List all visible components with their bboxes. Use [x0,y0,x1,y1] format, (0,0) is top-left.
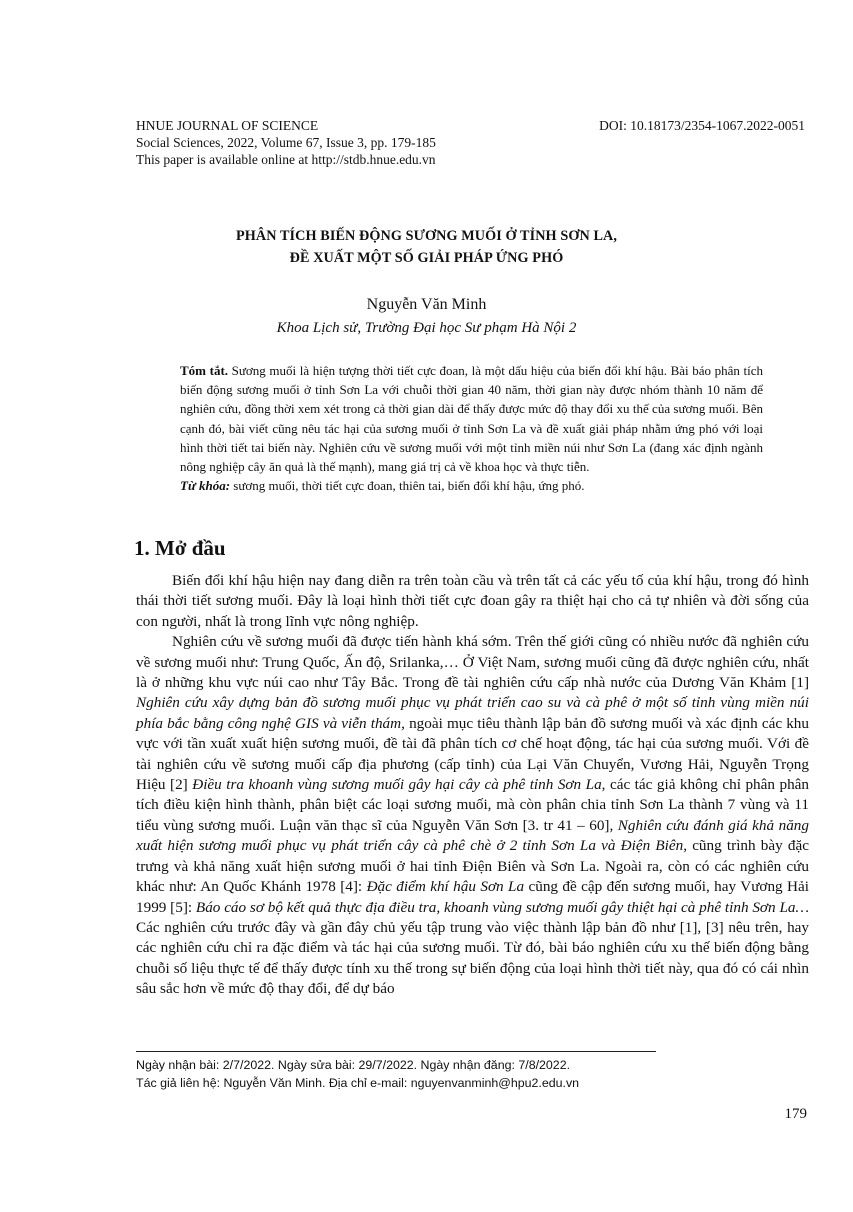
p2-text-k: Các nghiên cứu trước đây và gần đây chủ yếu tập trung vào việc thành lập bản đồ như [1], [3] nêu trên, hay các nghiên cứu chỉ ra đặc điểm và tác hại của sương muối. Từ đó, bài báo nghiên cứu xu thế biến động bằng chuỗi số liệu thực tế để thấy được tính xu thế trong sự biến động của loại hình thời tiết này, qua đó có cái nhìn sâu sắc hơn về mức độ thay đổi, để dự báo [136,918,809,998]
journal-volume: Social Sciences, 2022, Volume 67, Issue 3, pp. 179-185 [136,135,436,150]
page-number: 179 [784,1106,807,1122]
keywords [180,476,763,495]
keywords-text: sương muối, thời tiết cực đoan, thiên tai, biến đổi khí hậu, ứng phó. [230,478,585,494]
paragraph-2 [136,632,809,999]
footnote [136,1056,579,1092]
abstract [180,361,763,495]
abstract-text: Sương muối là hiện tượng thời tiết cực đoan, là một dấu hiệu của biến đổi khí hậu. Bài báo phân tích biến động sương muối ở tỉnh Sơn La với chuỗi thời gian 40 năm, thời gian này được nhóm thành 10 năm để nghiên cứu, đồng thời xem xét trong cả thời gian dài để thấy được mức độ thay đổi xu thế của sương muối. Bên cạnh đó, bài viết cũng nêu tác hại của sương muối ở tỉnh Sơn La và đề xuất giải pháp nhằm ứng phó với loại hình thời tiết tai biến này. Nghiên cứu về sương muối với một tỉnh miền núi như Sơn La (đang xác định ngành nông nghiệp cây ăn quả là thế mạnh), mang giá trị cả về khoa học và thực tiễn. [180,363,763,475]
section-heading: 1. Mở đầu [134,536,226,560]
paper-title [0,225,853,269]
abstract-label: Tóm tắt. [180,363,229,378]
p2-citation-title-5: Báo cáo sơ bộ kết quả thực địa điều tra, khoanh vùng sương muối gây thiệt hại cà phê tỉnh Sơn La… [195,898,809,916]
p2-citation-title-3: Nghiên cứu đánh giá khả năng xuất hiện sương muối phục vụ phát triển cây cà phê chè ở 2 tỉnh Sơn La và Điện Biên [136,816,809,855]
author-affiliation: Khoa Lịch sử, Trường Đại học Sư phạm Hà Nội 2 [276,320,577,336]
p2-citation-title-1: Nghiên cứu xây dựng bản đồ sương muối phục vụ phát triển cao su và cà phê ở một số tỉnh vùng miền núi phía bắc bằng công nghệ GIS và viễn thám, [136,694,809,732]
paragraph-1: Biến đổi khí hậu hiện nay đang diễn ra trên toàn cầu và trên tất cả các yếu tố của khí hậu, trong đó hình thái thời tiết sương muối. Đây là loại hình thời tiết cực đoan gây ra thiệt hại cho cả tự nhiên và đời sống của con người, nhất là trong lĩnh vực nông nghiệp. [136,572,809,630]
p2-citation-title-2: Điều tra khoanh vùng sương muối gây hại cây cà phê tỉnh Sơn La [192,776,602,794]
title-line-1: PHÂN TÍCH BIẾN ĐỘNG SƯƠNG MUỐI Ở TỈNH SƠN LA, [235,228,618,244]
p2-text-c: ngoài mục tiêu thành lập bản đồ sương muối và xác định các khu vực với tần xuất xuất hiện sương muối, đề tài đã phân tích cơ chế hoạt động, tác hại của sương muối. Với đề tài nghiên cứu về sương muối cấp địa phương (cấp tỉnh) của Lại Văn Chuyển, Vương Hải, Nguyễn Trọng Hiệu [2] [136,714,809,794]
journal-name: HNUE JOURNAL OF SCIENCE [136,118,319,133]
p2-text-e: , các tác giả không chỉ phân phân tích điều kiện hình thành, phân biệt các loại sương muối, mà còn phân chia tỉnh Sơn La thành 7 vùng và 11 tiểu vùng sương muối. Luận văn thạc sĩ của Nguyễn Văn Sơn [3. tr 41 – 60], [136,776,809,834]
footnote-dates: Ngày nhận bài: 2/7/2022. Ngày sửa bài: 29/7/2022. Ngày nhận đăng: 7/8/2022. [136,1058,571,1072]
p2-text-g: , cũng trình bày đặc trưng và khả năng xuất hiện sương muối ở hai tỉnh Điện Biên và Sơn La. Ngoài ra, còn có các nghiên cứu khác như: An Quốc Khánh 1978 [4]: [136,837,809,896]
title-line-2: ĐỀ XUẤT MỘT SỐ GIẢI PHÁP ỨNG PHÓ [289,250,564,266]
keywords-label: Từ khóa: [180,478,231,494]
footnote-contact: Tác giả liên hệ: Nguyễn Văn Minh. Địa chỉ e-mail: nguyenvanminh@hpu2.edu.vn [136,1076,580,1090]
availability-note: This paper is available online at http://stdb.hnue.edu.vn [136,152,436,167]
footnote-rule [136,1051,656,1052]
doi: DOI: 10.18173/2354-1067.2022-0051 [599,118,805,133]
section-body [136,571,809,1000]
p2-text-a: Nghiên cứu về sương muối đã được tiến hành khá sớm. Trên thế giới cũng có nhiều nước đã nghiên cứu về sương muối như: Trung Quốc, Ấn độ, Srilanka,… Ở Việt Nam, sương muối cũng đã được nghiên cứu, nhất là ở những khu vực núi cao như Tây Bắc. Trong đề tài nghiên cứu cấp nhà nước của Dương Văn Khảm [1] [136,633,809,692]
p2-text-i: cũng đề cập đến sương muối, hay Vương Hải 1999 [5]: [136,878,809,916]
abstract-body [180,361,763,476]
journal-header [136,117,436,168]
p2-citation-title-4: Đặc điểm khí hậu Sơn La [366,878,525,896]
author-name: Nguyễn Văn Minh [366,296,487,313]
